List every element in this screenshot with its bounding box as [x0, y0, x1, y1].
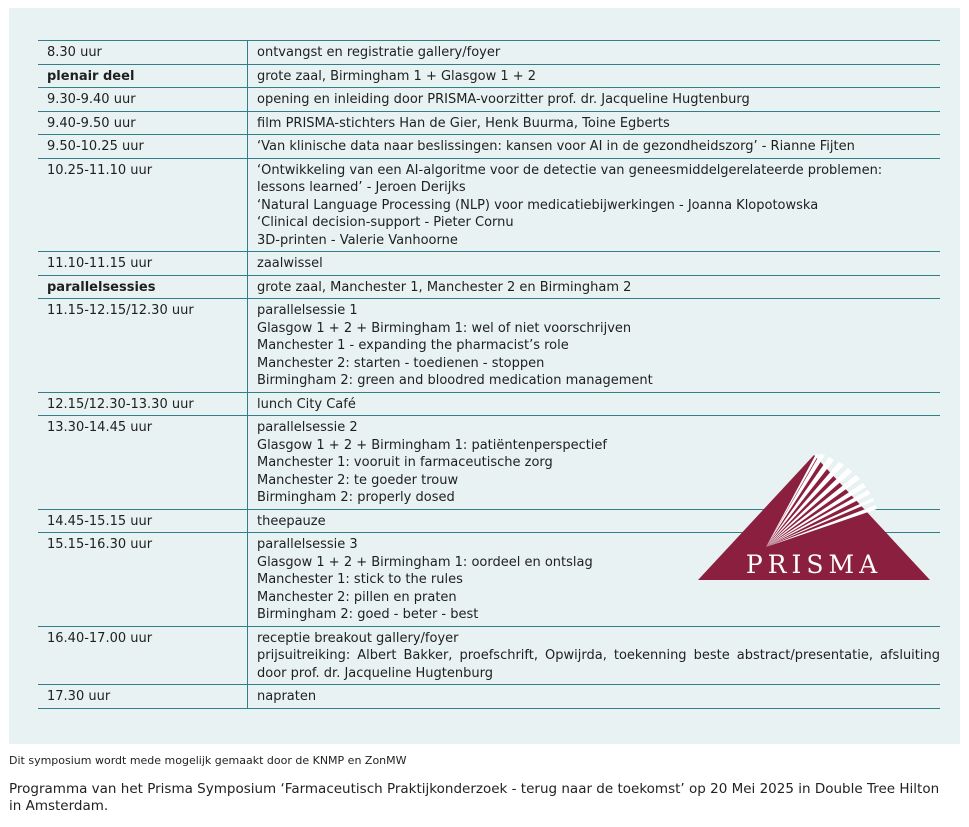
description-line: Glasgow 1 + 2 + Birmingham 1: oordeel en ontslag	[257, 554, 593, 570]
description-line: 3D-printen - Valerie Vanhoorne	[257, 232, 458, 248]
description-cell	[248, 252, 941, 276]
description-cell	[248, 64, 941, 88]
description-cell	[248, 158, 941, 252]
program-row	[38, 41, 940, 65]
time-cell: 12.15/12.30-13.30 uur	[38, 392, 248, 416]
description-line: parallelsessie 2	[257, 420, 358, 435]
program-row	[38, 252, 940, 276]
description-line: parallelsessie 1	[257, 303, 358, 318]
description-cell	[248, 135, 941, 159]
description-line: Manchester 1: stick to the rules	[257, 572, 463, 587]
description-line: Birmingham 2: green and bloodred medication management	[257, 373, 653, 388]
description-line: parallelsessie 3	[257, 537, 358, 552]
program-row	[38, 135, 940, 159]
description-line: grote zaal, Birmingham 1 + Glasgow 1 + 2	[257, 68, 537, 84]
description-cell	[248, 275, 941, 299]
description-line: Manchester 1: vooruit in farmaceutische zorg	[257, 455, 553, 470]
program-row	[38, 111, 940, 135]
time-cell: 8.30 uur	[38, 41, 248, 65]
description-cell	[248, 392, 941, 416]
time-cell: 9.40-9.50 uur	[38, 111, 248, 135]
time-cell: 10.25-11.10 uur	[38, 158, 248, 252]
description-line: film PRISMA-stichters Han de Gier, Henk Buurma, Toine Egberts	[257, 115, 670, 131]
time-cell: 11.15-12.15/12.30 uur	[38, 299, 248, 393]
program-row	[38, 685, 940, 709]
program-row	[38, 299, 940, 393]
description-cell	[248, 88, 941, 112]
caption: Programma van het Prisma Symposium ‘Farmaceutisch Praktijkonderzoek - terug naar de toekomst’ op 20 Mei 2025 in Double Tree Hilton in Amsterdam.	[9, 781, 940, 814]
time-cell: 14.45-15.15 uur	[38, 509, 248, 533]
time-cell: parallelsessies	[38, 275, 248, 299]
description-line: ‘Natural Language Processing (NLP) voor medicatiebijwerkingen - Joanna Klopotowska	[257, 197, 819, 213]
logo-text: PRISMA	[745, 550, 883, 579]
description-line: napraten	[257, 689, 317, 704]
description-line: Manchester 2: pillen en praten	[257, 589, 457, 605]
description-line: Glasgow 1 + 2 + Birmingham 1: wel of niet voorschrijven	[257, 320, 632, 336]
program-row	[38, 392, 940, 416]
description-line: opening en inleiding door PRISMA-voorzitter prof. dr. Jacqueline Hugtenburg	[257, 92, 750, 107]
program-row	[38, 275, 940, 299]
description-line: prijsuitreiking: Albert Bakker, proefschrift, Opwijrda, toekenning beste abstract/presentatie, afsluiting door prof. dr. Jacqueline Hugtenburg	[257, 648, 940, 681]
description-line: grote zaal, Manchester 1, Manchester 2 en Birmingham 2	[257, 279, 632, 295]
description-line: Birmingham 2: goed - beter - best	[257, 607, 479, 622]
description-line: receptie breakout gallery/foyer	[257, 630, 459, 646]
description-cell	[248, 685, 941, 709]
description-line: ‘Ontwikkeling van een AI-algoritme voor de detectie van geneesmiddelgerelateerde problemen:	[257, 162, 883, 178]
description-line: Manchester 2: starten - toedienen - stoppen	[257, 355, 545, 371]
description-line: lunch City Café	[257, 396, 356, 412]
time-cell: 9.50-10.25 uur	[38, 135, 248, 159]
time-cell: 13.30-14.45 uur	[38, 416, 248, 510]
description-cell	[248, 299, 941, 393]
description-line: Manchester 1 - expanding the pharmacist’s role	[257, 338, 569, 353]
description-line: ‘Clinical decision-support - Pieter Cornu	[257, 215, 514, 230]
time-cell: 9.30-9.40 uur	[38, 88, 248, 112]
program-table	[38, 40, 940, 709]
program-row	[38, 88, 940, 112]
time-cell: 17.30 uur	[38, 685, 248, 709]
program-row	[38, 158, 940, 252]
description-line: theepauze	[257, 513, 326, 529]
description-line: ‘Van klinische data naar beslissingen: kansen voor AI in de gezondheidszorg’ - Rianne Fijten	[257, 139, 855, 154]
time-cell: 15.15-16.30 uur	[38, 533, 248, 627]
description-line: Birmingham 2: properly dosed	[257, 490, 455, 505]
description-line: zaalwissel	[257, 256, 323, 271]
description-cell	[248, 626, 941, 685]
time-cell: 16.40-17.00 uur	[38, 626, 248, 685]
time-cell: 11.10-11.15 uur	[38, 252, 248, 276]
description-line: Manchester 2: te goeder trouw	[257, 472, 459, 488]
program-row	[38, 626, 940, 685]
description-cell	[248, 41, 941, 65]
program-row	[38, 64, 940, 88]
prisma-logo	[698, 454, 931, 584]
description-cell	[248, 111, 941, 135]
description-line: Glasgow 1 + 2 + Birmingham 1: patiëntenperspectief	[257, 437, 607, 453]
description-line: lessons learned’ - Jeroen Derijks	[257, 180, 466, 195]
footnote: Dit symposium wordt mede mogelijk gemaakt door de KNMP en ZonMW	[9, 754, 407, 767]
time-cell: plenair deel	[38, 64, 248, 88]
description-line: ontvangst en registratie gallery/foyer	[257, 45, 501, 60]
program-panel	[9, 8, 960, 744]
